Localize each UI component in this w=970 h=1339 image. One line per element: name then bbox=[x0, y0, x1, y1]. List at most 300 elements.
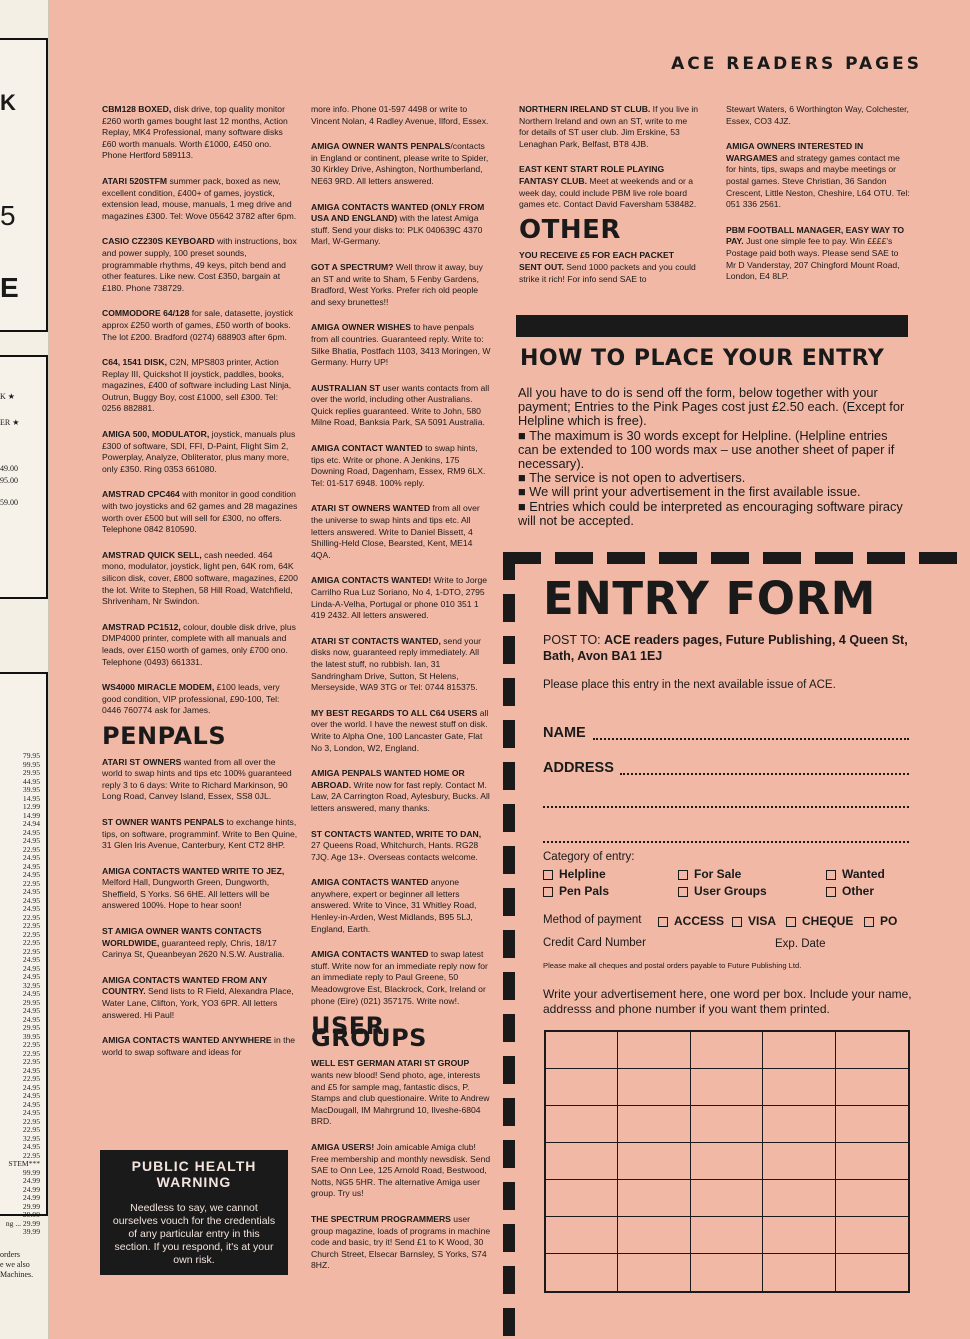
contact-ad-text: anyone anywhere, expert or beginner all letters answered. Write to Vince, 31 Whitley Road, Henley-in-Arden, West Midlands, B95 5LJ, England, Earth. bbox=[311, 877, 477, 934]
classified-ad-text: with instructions, box and power supply, 100 preset sounds, programmable rhythms, 49 keys, pitch bend and other features. Like new. Cost £350, bargain at £180. Phone 738729. bbox=[102, 236, 297, 293]
penpal-ad bbox=[102, 926, 298, 961]
strip-price: 22.95 bbox=[22, 844, 40, 854]
contact-ad bbox=[311, 829, 493, 864]
strip-price: 24.95 bbox=[22, 1142, 40, 1151]
contact-ad bbox=[311, 575, 493, 621]
word-box[interactable] bbox=[836, 1032, 908, 1069]
classified-ad bbox=[102, 622, 298, 668]
border-dash bbox=[503, 930, 515, 958]
border-dash bbox=[503, 888, 515, 916]
user-group-ad-title: WELL EST GERMAN ATARI ST GROUP bbox=[311, 1058, 470, 1069]
border-dash bbox=[503, 1224, 515, 1252]
strip-price: 24.95 bbox=[22, 1091, 40, 1100]
classified-ad-text: summer pack, boxed as new, excellent condition, £400+ of games, joystick, extension lead, mouse, manuals, 1 meg drive and magazines £300. Tel: Wove 05642 3782 after 6pm. bbox=[102, 175, 297, 221]
club-ad-title: EAST KENT START ROLE PLAYING FANTASY CLUB. bbox=[519, 164, 665, 186]
user-group-ad bbox=[311, 1142, 493, 1200]
user-group-ad-text: user group magazine, loads of programs in machine code and basic, try it! Send £1 to K Wood, 30 Church Street, Elsecar Barnsley, S Yorks, S74 8HZ. bbox=[311, 1213, 491, 1271]
how-to-rule-text: We will print your advertisement in the first available issue. bbox=[529, 484, 861, 500]
how-to-rule-text: The service is not open to advertisers. bbox=[529, 470, 746, 486]
strip-price: 29.99 bbox=[22, 1210, 40, 1219]
word-box[interactable] bbox=[691, 1254, 763, 1291]
club-ad-text: If you live in Northern Ireland and own an ST, write to me for details of ST user club. Jim Erskine, 53 Lenaghan Park, Belfast, BT8 4JB. bbox=[519, 104, 699, 149]
strip-price: 44.95 bbox=[22, 776, 40, 786]
strip-price: 24.95 bbox=[22, 827, 40, 837]
classified-ad-text: cash needed. 464 mono, modulator, joystick, light pen, 64K rom, 64K silicon disk, cover, £800 software, magazines, £200 the lot. Write to Stephen, 58 Hill Road, Watchfield, Shrivenham, Nr Swindon. bbox=[102, 549, 298, 607]
section-title-other: OTHER bbox=[519, 214, 621, 245]
strip-price: 12.99 bbox=[22, 802, 40, 811]
word-box[interactable] bbox=[763, 1180, 835, 1217]
previous-page-strip bbox=[0, 0, 50, 1339]
checkbox[interactable] bbox=[864, 917, 874, 927]
payment-visa[interactable] bbox=[732, 914, 776, 928]
border-dash bbox=[503, 594, 515, 622]
contact-ad-text: Write now for fast reply. Contact M. Law, 2A Carrington Road, Aylesbury, Bucks. All letters answered, many thanks. bbox=[311, 779, 490, 813]
border-dash bbox=[503, 636, 515, 664]
checkbox[interactable] bbox=[786, 917, 796, 927]
contact-ad-text: send your disks now, guaranteed reply immediately. All the latest stuff, no rubbish. Ian, 31 Sandringham Drive, Sutton, St Helens, Merseyside, WA9 3TG or Tel: 0744 815375. bbox=[311, 635, 481, 693]
classified-ad-title: CASIO CZ230S KEYBOARD bbox=[102, 236, 215, 247]
misc-ad-text: Just one simple fee to pay. Win ££££'s Postage paid both ways. Please send SAE to Mr D Vanderstay, 207 Chingford Mount Road, London, E4 8LP. bbox=[726, 236, 900, 282]
checkbox[interactable] bbox=[826, 870, 836, 880]
contact-ad-title: GOT A SPECTRUM? bbox=[311, 261, 394, 272]
classified-ad-text: disk drive, top quality monitor £260 worth games bought last 12 months, Action Replay, MK4 Professional, many software disks £60 worth manuals. Worth £1000, £450 ono. Phone Hertford 589113. bbox=[102, 104, 288, 161]
write-instruction-2: addresss and phone number if you want them printed. bbox=[543, 1002, 830, 1016]
bullet-icon: ■ bbox=[518, 427, 530, 443]
checkbox[interactable] bbox=[543, 887, 553, 897]
club-ad bbox=[519, 104, 699, 150]
classified-ad-title: CBM128 BOXED, bbox=[102, 104, 172, 114]
misc-ad bbox=[726, 225, 910, 283]
checkbox[interactable] bbox=[658, 917, 668, 927]
word-box[interactable] bbox=[618, 1143, 690, 1180]
misc-ad bbox=[726, 141, 910, 211]
contact-ad-title: ATARI ST CONTACTS WANTED, bbox=[311, 635, 441, 646]
payment-access[interactable] bbox=[658, 914, 724, 928]
border-dash bbox=[503, 804, 515, 832]
strip-bottom-text bbox=[0, 1250, 33, 1280]
word-box[interactable] bbox=[763, 1143, 835, 1180]
checkbox[interactable] bbox=[543, 870, 553, 880]
word-box[interactable] bbox=[618, 1106, 690, 1143]
name-field[interactable] bbox=[593, 738, 909, 740]
word-box[interactable] bbox=[618, 1217, 690, 1254]
border-dash bbox=[503, 1140, 515, 1168]
contact-ad-title: AMIGA OWNER WISHES bbox=[311, 322, 411, 333]
word-box[interactable] bbox=[763, 1254, 835, 1291]
border-dash bbox=[503, 1056, 515, 1084]
category-pen-pals[interactable] bbox=[543, 884, 609, 898]
strip-price: 24.99 bbox=[22, 1193, 40, 1202]
strip-price: 24.95 bbox=[22, 836, 40, 845]
other-ad-text: Send 1000 packets and you could strike it rich! For info send SAE to bbox=[519, 261, 696, 284]
penpal-ad bbox=[102, 817, 298, 852]
classified-ad bbox=[102, 104, 298, 162]
contact-ad-title: AMIGA CONTACT WANTED bbox=[311, 443, 423, 454]
strip-star-2: ER ★ bbox=[0, 418, 20, 427]
classified-ad bbox=[102, 682, 298, 717]
strip-price: ng ... 29.99 bbox=[5, 1218, 40, 1228]
strip-price: 24.95 bbox=[22, 1006, 40, 1015]
border-dash bbox=[867, 552, 905, 564]
how-to-rule bbox=[518, 429, 908, 472]
bullet-icon: ■ bbox=[518, 470, 530, 486]
border-dash bbox=[555, 552, 593, 564]
contact-ad-text: Write to Jorge Carrilho Rua Luz Soriano, No 4, 1-DTO, 2795 Linda-A-Velha, Portugal or phone 010 351 1 419 2432. All letters answered. bbox=[311, 575, 488, 621]
word-box[interactable] bbox=[546, 1254, 618, 1291]
word-box[interactable] bbox=[691, 1217, 763, 1254]
border-dash bbox=[919, 552, 957, 564]
word-box[interactable] bbox=[546, 1032, 618, 1069]
strip-price: 24.95 bbox=[22, 1065, 40, 1075]
classified-ad-text: £100 leads, very good condition, VIP professional, £90-100, Tel: 0446 760774 ask for James. bbox=[102, 682, 280, 716]
strip-price: 24.95 bbox=[22, 861, 40, 871]
continued-ad-2: Stewart Waters, 6 Worthington Way, Colchester, Essex, CO3 4JZ. bbox=[726, 104, 909, 126]
checkbox[interactable] bbox=[732, 917, 742, 927]
bullet-icon: ■ bbox=[518, 484, 530, 500]
contact-ad-text: with the latest Amiga stuff. Send your disks to: PLK 040639C 4370 Marl, W-Germany. bbox=[311, 213, 483, 247]
category-pen-pals-label: Pen Pals bbox=[559, 884, 610, 898]
column-3 bbox=[519, 104, 699, 299]
user-groups-list bbox=[311, 1058, 493, 1272]
how-to-rule bbox=[518, 485, 908, 499]
contact-ad bbox=[311, 949, 493, 1007]
classified-ad bbox=[102, 176, 298, 222]
strip-price: 24.95 bbox=[22, 955, 40, 964]
strip-price: 24.95 bbox=[22, 1099, 40, 1109]
word-box[interactable] bbox=[691, 1069, 763, 1106]
strip-price: 22.95 bbox=[22, 1116, 40, 1126]
contact-ad-title: AMIGA OWNER WANTS PENPALS bbox=[311, 141, 451, 152]
address-field-2[interactable] bbox=[543, 806, 909, 808]
section-title-penpals: PENPALS bbox=[102, 721, 227, 750]
penpal-ad-text: wanted from all over the world to swap hints and tips etc 100% guaranteed reply 3 to 6 days: Write to Richard Markinson, 90 Long Road, Canvey Island, Essex, SS8 0JL. bbox=[102, 756, 292, 802]
classified-ad bbox=[102, 550, 298, 608]
misc-ad-title: PBM FOOTBALL MANAGER, EASY WAY TO PAY. bbox=[726, 224, 905, 247]
how-to-rule-text: The maximum is 30 words except for Helpline. (Helpline entries can be extended to 100 words max – use another sheet of paper if necessary). bbox=[518, 427, 895, 472]
contact-ad bbox=[311, 322, 493, 368]
strip-price: 22.95 bbox=[22, 946, 40, 956]
category-user-groups-label: User Groups bbox=[694, 884, 767, 898]
border-dash bbox=[503, 762, 515, 790]
strip-fragment-e: E bbox=[0, 272, 19, 303]
word-box[interactable] bbox=[691, 1032, 763, 1069]
border-dash bbox=[503, 552, 515, 580]
word-box[interactable] bbox=[618, 1032, 690, 1069]
column-4 bbox=[726, 104, 910, 297]
border-dash bbox=[503, 1014, 515, 1042]
contact-ad bbox=[311, 768, 493, 814]
word-box[interactable] bbox=[836, 1143, 908, 1180]
contact-ad bbox=[311, 443, 493, 489]
penpal-ad-text: Send lists to R Field, Alexandra Place, Water Lane, Clifton, York, YO3 6PR. All letters answered. Hi Paul! bbox=[102, 986, 294, 1020]
penpals-list bbox=[102, 757, 298, 1059]
penpal-ad bbox=[102, 866, 298, 912]
strip-price: 24.95 bbox=[22, 1108, 40, 1117]
classified-ad-text: colour, double disk drive, plus DMP4000 printer, complete with all manuals and leads, over £150 worth of games, only £700 ono. Telephone (0493) 661331. bbox=[102, 621, 296, 667]
border-dash bbox=[607, 552, 645, 564]
strip-price: 24.99 bbox=[22, 1176, 40, 1185]
contact-ad bbox=[311, 636, 493, 694]
how-to-rules bbox=[518, 429, 908, 528]
strip-price: 24.95 bbox=[22, 887, 40, 896]
category-for-sale-label: For Sale bbox=[694, 867, 742, 881]
word-box[interactable] bbox=[836, 1106, 908, 1143]
category-helpline[interactable] bbox=[543, 867, 606, 881]
category-for-sale[interactable] bbox=[678, 867, 741, 881]
border-dash bbox=[503, 972, 515, 1000]
penpal-ad bbox=[102, 1035, 298, 1058]
strip-price-3: 59.00 bbox=[0, 498, 18, 507]
strip-price: 32.95 bbox=[22, 1133, 40, 1143]
contact-ad-title: AUSTRALIAN ST bbox=[311, 382, 381, 393]
strip-price: 22.95 bbox=[22, 921, 40, 930]
strip-price-2: 95.00 bbox=[0, 476, 18, 485]
expiry-date-label: Exp. Date bbox=[775, 938, 826, 950]
other-list bbox=[519, 250, 699, 285]
payment-cheque[interactable] bbox=[786, 914, 853, 928]
column-1 bbox=[102, 104, 298, 1072]
address-label: ADDRESS bbox=[543, 760, 614, 776]
strip-price: 24.95 bbox=[22, 853, 40, 862]
classified-ad-title: AMSTRAD QUICK SELL, bbox=[102, 549, 202, 560]
warning-text: Needless to say, we cannot ourselves vouch for the credentials of any particular entry in this section. If you respond, it's at your own risk. bbox=[112, 1202, 276, 1266]
classified-ad bbox=[102, 429, 298, 475]
word-grid bbox=[544, 1030, 910, 1293]
contact-ad-text: to have penpals from all countries. Guaranteed reply. Write to: Silke Bhatia, Postfach 1103, 3413 Moringen, W Germany. Hurry UP! bbox=[311, 322, 491, 368]
strip-price: 39.95 bbox=[22, 1031, 40, 1041]
strip-price: 22.95 bbox=[22, 929, 40, 939]
word-box[interactable] bbox=[546, 1069, 618, 1106]
border-dash bbox=[503, 846, 515, 874]
word-box[interactable] bbox=[546, 1217, 618, 1254]
payment-cheque-label: CHEQUE bbox=[802, 914, 854, 928]
strip-star-1: K ★ bbox=[0, 392, 15, 401]
strip-price: 99.95 bbox=[22, 759, 40, 769]
category-other[interactable] bbox=[826, 884, 874, 898]
strip-price: 24.95 bbox=[22, 895, 40, 905]
strip-price: 79.95 bbox=[22, 751, 40, 760]
user-group-ad bbox=[311, 1214, 493, 1272]
payment-po-label: PO bbox=[880, 914, 898, 928]
classified-ad-title: ATARI 520STFM bbox=[102, 175, 168, 186]
strip-price: 22.95 bbox=[22, 1125, 40, 1134]
border-dash bbox=[711, 552, 749, 564]
strip-price: 24.94 bbox=[22, 819, 40, 828]
word-box[interactable] bbox=[618, 1254, 690, 1291]
how-to-text bbox=[518, 386, 908, 528]
strip-price: 29.95 bbox=[22, 1023, 40, 1032]
border-dash bbox=[503, 678, 515, 706]
word-box[interactable] bbox=[836, 1069, 908, 1106]
how-to-rule bbox=[518, 471, 908, 485]
word-box[interactable] bbox=[546, 1106, 618, 1143]
contact-ad-text: to swap hints, tips etc. Write or phone. A Jenkins, 175 Downing Road, Dagenham, Essex, RM9 6LX. Tel: 01-517 6948. 100% reply. bbox=[311, 443, 486, 488]
checkbox[interactable] bbox=[678, 887, 688, 897]
category-label: Category of entry: bbox=[543, 851, 635, 863]
penpal-ad-title: AMIGA CONTACTS WANTED WRITE TO JEZ, bbox=[102, 865, 285, 876]
word-box[interactable] bbox=[618, 1180, 690, 1217]
border-dash bbox=[503, 1182, 515, 1210]
contact-ad-text: 27 Queens Road, Whitchurch, Hants. RG28 7JQ. Age 13+. Overseas contacts welcome. bbox=[311, 840, 479, 862]
credit-card-label: Credit Card Number bbox=[543, 937, 646, 949]
contact-ad-text: user wants contacts from all over the world, including other Australians. Quick replies guaranteed. Write to John, 580 Milne Road, Banksia Park, SA 5091 Australia. bbox=[311, 382, 490, 428]
entry-form-title: ENTRY FORM bbox=[543, 572, 876, 625]
classified-ad bbox=[102, 489, 298, 535]
how-to-intro: All you have to do is send off the form, below together with your payment; Entries to the Pink Pages cost just £2.50 each. (Except for Helpline which is free). bbox=[518, 385, 905, 429]
classified-ad-text: with monitor in good condition with two joysticks and 62 games and 28 magazines worth over £500 but will sell for £300, no offers. Telephone 0842 810590. bbox=[102, 489, 298, 535]
strip-price: 14.99 bbox=[22, 810, 40, 820]
contact-ad-title: AMIGA CONTACTS WANTED bbox=[311, 877, 429, 888]
strip-price: 24.95 bbox=[22, 870, 40, 879]
classified-ad bbox=[102, 236, 298, 294]
classified-ad-title: AMSTRAD CPC464 bbox=[102, 489, 180, 500]
payment-method-label: Method of payment bbox=[543, 914, 642, 926]
penpal-ad bbox=[102, 975, 298, 1021]
contact-ad bbox=[311, 141, 493, 187]
strip-price: 32.95 bbox=[22, 980, 40, 990]
word-box[interactable] bbox=[546, 1180, 618, 1217]
penpal-ad-title: ST OWNER WANTS PENPALS bbox=[102, 816, 225, 827]
word-box[interactable] bbox=[836, 1254, 908, 1291]
penpal-ad-title: AMIGA CONTACTS WANTED ANYWHERE bbox=[102, 1035, 272, 1046]
user-group-ad-title: THE SPECTRUM PROGRAMMERS bbox=[311, 1213, 451, 1224]
strip-price: 22.95 bbox=[22, 1048, 40, 1058]
word-box[interactable] bbox=[763, 1032, 835, 1069]
word-box[interactable] bbox=[763, 1217, 835, 1254]
warning-title: PUBLIC HEALTH WARNING bbox=[131, 1158, 257, 1190]
classified-ad bbox=[102, 308, 298, 343]
user-group-ad-text: Join amicable Amiga club! Free membership and monthly newsdisk. Send SAE to Onn Lee, 125 Arnold Road, Bestwood, Notts, NG5 5HR. The alternative Amiga user group. Try us! bbox=[311, 1141, 491, 1199]
contact-ad-text: from all over the universe to swap hints and tips etc. All letters answered. Write to Daniel Bissett, 4 Shilling-Held Close, Bearsted, Kent, ME14 4QA. bbox=[311, 503, 480, 560]
classified-ad-text: for sale, datasette, joystick approx £250 worth of games, £50 worth of books. The lot £200. Bradford (0274) 688903 after 6pm. bbox=[102, 308, 294, 342]
post-to-label: POST TO: bbox=[543, 633, 605, 647]
payment-access-label: ACCESS bbox=[674, 914, 725, 928]
classified-ad-title: C64, 1541 DISK, bbox=[102, 357, 167, 368]
write-instruction-1: Write your advertisement here, one word per box. Include your name, bbox=[543, 987, 912, 1001]
contact-ad bbox=[311, 503, 493, 561]
strip-bottom-line: orders bbox=[0, 1250, 20, 1259]
word-box[interactable] bbox=[618, 1069, 690, 1106]
place-note: Please place this entry in the next available issue of ACE. bbox=[543, 679, 836, 691]
checkbox[interactable] bbox=[826, 887, 836, 897]
penpal-ad-text: in the world to swap software and ideas for bbox=[102, 1035, 296, 1057]
page-header: ACE READERS PAGES bbox=[671, 54, 922, 74]
classified-ad-title: WS4000 MIRACLE MODEM, bbox=[102, 682, 215, 693]
contact-ad-title: AMIGA CONTACTS WANTED! bbox=[311, 575, 432, 586]
category-other-label: Other bbox=[842, 884, 875, 898]
category-helpline-label: Helpline bbox=[559, 867, 606, 881]
how-to-rule-text: Entries which could be interpreted as encouraging software piracy will not be accepted. bbox=[518, 498, 903, 528]
word-box[interactable] bbox=[546, 1143, 618, 1180]
penpal-ad-text: Melford Hall, Dungworth Green, Dungworth, Sheffield, S Yorks. S6 6HE. All letters will be answered 100%. Hope to hear soon! bbox=[102, 877, 270, 911]
border-dash bbox=[815, 552, 853, 564]
how-to-bar bbox=[516, 315, 908, 337]
classified-ad-title: AMSTRAD PC1512, bbox=[102, 621, 181, 632]
strip-price: 22.95 bbox=[22, 912, 40, 922]
classified-ad-text: C2N, MPS803 printer, Action Replay III, Quickshot II joystick, paddles, books, magazines, £400 of software including Last Ninja, Outrun, Buggy Boy, cost £1000, sell £300. Tel: 0256 882881. bbox=[102, 357, 292, 414]
strip-price: 29.99 bbox=[22, 1201, 40, 1211]
user-group-ad-text: wants new blood! Send photo, age, interests and £5 for sample mag, fantastic discs, P. Stamps and club questionaire. Write to Andrew MacDougall, IM Mahrgrund 10, Ilveshe-6804 BRD. bbox=[311, 1070, 490, 1127]
strip-price: 22.95 bbox=[22, 1074, 40, 1083]
club-ad-title: NORTHERN IRELAND ST CLUB. bbox=[519, 104, 651, 114]
category-wanted-label: Wanted bbox=[842, 867, 885, 881]
border-dash bbox=[503, 1098, 515, 1126]
address-field-1[interactable] bbox=[620, 773, 909, 775]
public-health-warning-box bbox=[100, 1150, 288, 1275]
address-field-3[interactable] bbox=[543, 841, 909, 843]
strip-fragment-k: K bbox=[0, 90, 16, 115]
word-box[interactable] bbox=[691, 1143, 763, 1180]
checkbox[interactable] bbox=[678, 870, 688, 880]
word-box[interactable] bbox=[836, 1217, 908, 1254]
contact-ad bbox=[311, 262, 493, 308]
contact-ad bbox=[311, 202, 493, 248]
strip-price-list bbox=[0, 752, 40, 1237]
payment-po[interactable] bbox=[864, 914, 897, 928]
contact-ad-title: MY BEST REGARDS TO ALL C64 USERS bbox=[311, 707, 478, 718]
strip-price: 22.95 bbox=[22, 938, 40, 947]
category-user-groups[interactable] bbox=[678, 884, 767, 898]
section-title-user-groups: USER GROUPS bbox=[311, 1012, 427, 1052]
contact-ad-title: AMIGA PENPALS WANTED HOME OR ABROAD. bbox=[311, 768, 465, 790]
word-box[interactable] bbox=[691, 1106, 763, 1143]
strip-price: 99.99 bbox=[22, 1167, 40, 1177]
word-box[interactable] bbox=[763, 1106, 835, 1143]
word-box[interactable] bbox=[691, 1180, 763, 1217]
strip-price: 22.95 bbox=[22, 878, 40, 888]
word-box[interactable] bbox=[836, 1180, 908, 1217]
payment-visa-label: VISA bbox=[748, 914, 777, 928]
strip-price: 24.99 bbox=[22, 1184, 40, 1194]
classified-ad-title: AMIGA 500, MODULATOR, bbox=[102, 429, 210, 440]
user-group-ad-title: AMIGA USERS! bbox=[311, 1141, 375, 1152]
post-to-line-1 bbox=[543, 633, 908, 647]
bullet-icon: ■ bbox=[518, 498, 530, 514]
user-group-ad bbox=[311, 1058, 493, 1128]
contact-ad bbox=[311, 877, 493, 935]
cheque-note: Please make all cheques and postal orders payable to Future Publishing Ltd. bbox=[543, 961, 802, 970]
border-dash bbox=[503, 720, 515, 748]
strip-price: STEM*** bbox=[8, 1159, 40, 1168]
word-box[interactable] bbox=[763, 1069, 835, 1106]
strip-bottom-line: Machines. bbox=[0, 1270, 34, 1279]
strip-fragment-5: 5 bbox=[0, 200, 16, 231]
border-dash bbox=[659, 552, 697, 564]
how-to-title: HOW TO PLACE YOUR ENTRY bbox=[520, 346, 885, 371]
category-wanted[interactable] bbox=[826, 867, 885, 881]
strip-price: 22.95 bbox=[22, 1040, 40, 1049]
how-to-rule bbox=[518, 500, 908, 528]
misc-ad-text: and strategy games contact me for hints, tips, swaps and maybe meetings or postal games. Steve Christian, 36 Sandon Crescent, Little Neston, Cheshire, L64 OTU. Tel: 051 336 2561. bbox=[726, 152, 910, 210]
contact-ad-title: AMIGA CONTACTS WANTED (ONLY FROM USA AND ENGLAND) bbox=[311, 201, 485, 224]
classified-ad bbox=[102, 357, 298, 415]
name-label: NAME bbox=[543, 725, 586, 741]
penpal-ad-text: guaranteed reply, Chris, 18/17 Carinya St, Queanbeyan 2620 N.S.W. Australia. bbox=[102, 937, 285, 960]
strip-price: 24.95 bbox=[22, 972, 40, 981]
strip-price: 24.95 bbox=[22, 1082, 40, 1092]
contact-ad-text: Well throw it away, buy an ST and write to Sham, 5 Fenby Gardens, Bradford, West Yorks. Prefer rich old people and sexy brunettes!! bbox=[311, 261, 483, 307]
clubs-list bbox=[519, 104, 699, 211]
strip-price: 24.95 bbox=[22, 989, 40, 998]
contact-ad bbox=[311, 383, 493, 429]
other-ad-title: YOU RECEIVE £5 FOR EACH PACKET SENT OUT. bbox=[519, 250, 675, 272]
contact-ad-text: to swap latest stuff. Write now for an immediate reply now for an immediate reply to Paul Greene, 50 Meadowgrove Est, Blackrock, Cork, Ireland or phone (Eire) (021) 357175. Write now!. bbox=[311, 949, 488, 1006]
strip-price: 29.95 bbox=[22, 997, 40, 1007]
border-dash bbox=[763, 552, 801, 564]
penpal-ad-title: ATARI ST OWNERS bbox=[102, 756, 182, 767]
post-to-address-2: Bath, Avon BA1 1EJ bbox=[543, 649, 663, 663]
contacts-list bbox=[311, 141, 493, 1007]
